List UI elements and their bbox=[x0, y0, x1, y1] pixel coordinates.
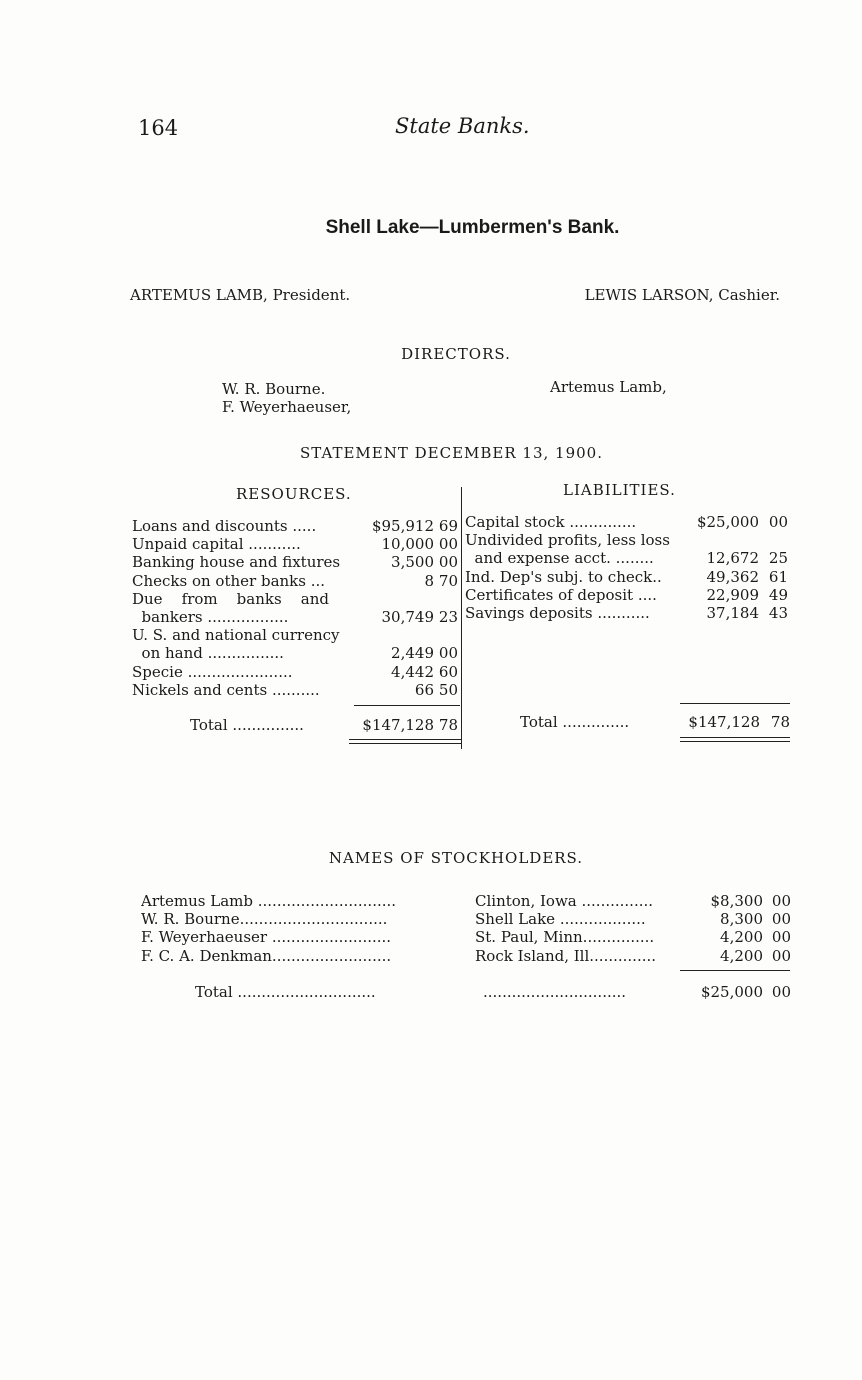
row-cents: 00 bbox=[771, 946, 791, 965]
table-row bbox=[465, 531, 791, 549]
double-rule-bottom bbox=[680, 741, 790, 742]
row-label: Certificates of deposit .... bbox=[465, 585, 657, 604]
row-cents: 49 bbox=[768, 585, 788, 604]
table-row bbox=[141, 928, 791, 946]
stockholder-name: F. Weyerhaeuser ......................... bbox=[141, 928, 392, 947]
sum-rule bbox=[680, 703, 790, 704]
row-amount: 30,749 bbox=[381, 607, 434, 626]
table-row bbox=[132, 535, 462, 553]
row-label: Ind. Dep's subj. to check.. bbox=[465, 567, 662, 586]
resources-heading: RESOURCES. bbox=[236, 485, 352, 503]
row-amount: 37,184 bbox=[706, 603, 759, 622]
director-name: F. Weyerhaeuser, bbox=[222, 398, 352, 416]
row-label: and expense acct. ........ bbox=[465, 549, 654, 568]
row-label: Capital stock .............. bbox=[465, 513, 637, 531]
stockholder-name: Artemus Lamb ............................. bbox=[141, 892, 397, 910]
row-amount: 49,362 bbox=[706, 567, 759, 586]
row-cents: 00 bbox=[438, 553, 458, 572]
double-rule-top bbox=[680, 737, 790, 738]
row-amount: 3,500 bbox=[391, 553, 434, 572]
row-cents: 69 bbox=[438, 517, 458, 535]
sum-rule bbox=[680, 970, 790, 971]
table-row bbox=[132, 572, 462, 590]
row-amount: 4,442 bbox=[391, 662, 434, 681]
row-label: Checks on other banks ... bbox=[132, 571, 326, 590]
row-amount: 4,200 bbox=[720, 928, 763, 947]
total-leader: .............................. bbox=[483, 983, 627, 1001]
stockholders-total-row bbox=[195, 983, 791, 1003]
liabilities-heading: LIABILITIES. bbox=[563, 481, 676, 499]
row-cents: 60 bbox=[438, 662, 458, 681]
row-label: Savings deposits ........... bbox=[465, 603, 650, 622]
row-amount: 12,672 bbox=[706, 549, 759, 568]
total-label: Total .............. bbox=[520, 713, 630, 731]
row-amount: $95,912 bbox=[371, 517, 434, 535]
total-label: Total ............................. bbox=[195, 983, 376, 1001]
row-amount: 66 bbox=[414, 680, 434, 699]
table-row bbox=[132, 681, 462, 699]
row-label: Unpaid capital ........... bbox=[132, 535, 301, 554]
table-row bbox=[132, 644, 462, 662]
row-amount: 4,200 bbox=[720, 946, 763, 965]
stockholder-location: Clinton, Iowa ............... bbox=[475, 892, 654, 910]
table-row bbox=[465, 549, 791, 567]
resources-table bbox=[132, 517, 462, 699]
resources-total-row bbox=[190, 716, 462, 736]
stockholder-name: W. R. Bourne............................... bbox=[141, 910, 388, 929]
row-cents: 23 bbox=[438, 607, 458, 626]
table-row bbox=[132, 663, 462, 681]
row-label: bankers ................. bbox=[132, 607, 289, 626]
table-row bbox=[141, 947, 791, 965]
cashier: LEWIS LARSON, Cashier. bbox=[584, 286, 780, 304]
total-cents: 78 bbox=[438, 716, 458, 734]
row-amount: 8 bbox=[424, 571, 434, 590]
total-amount: $147,128 bbox=[362, 716, 434, 734]
total-amount: $25,000 bbox=[700, 983, 763, 1001]
row-amount: $8,300 bbox=[710, 892, 763, 910]
table-row bbox=[141, 892, 791, 910]
sum-rule bbox=[354, 705, 460, 706]
total-label: Total ............... bbox=[190, 716, 304, 734]
row-cents: 00 bbox=[438, 535, 458, 554]
double-rule-top bbox=[349, 739, 461, 740]
table-row bbox=[141, 910, 791, 928]
stockholders-table bbox=[141, 892, 791, 965]
row-label: Specie ...................... bbox=[132, 662, 293, 681]
row-label: Undivided profits, less loss bbox=[465, 531, 670, 550]
stockholder-name: F. C. A. Denkman......................... bbox=[141, 946, 392, 965]
table-row bbox=[465, 568, 791, 586]
row-cents: 25 bbox=[768, 549, 788, 568]
row-label: Loans and discounts ..... bbox=[132, 517, 317, 535]
table-row bbox=[132, 590, 462, 608]
total-cents: 00 bbox=[771, 983, 791, 1001]
double-rule-bottom bbox=[349, 743, 461, 744]
row-label: U. S. and national currency bbox=[132, 626, 340, 645]
director-name: Artemus Lamb, bbox=[550, 378, 667, 396]
row-cents: 70 bbox=[438, 571, 458, 590]
president: ARTEMUS LAMB, President. bbox=[130, 286, 351, 304]
table-row bbox=[132, 517, 462, 535]
row-label: on hand ................ bbox=[132, 644, 284, 663]
liabilities-total-row bbox=[520, 713, 791, 733]
row-amount: 22,909 bbox=[706, 585, 759, 604]
row-cents: 00 bbox=[771, 928, 791, 947]
row-cents: 50 bbox=[438, 680, 458, 699]
bank-title: Shell Lake—Lumbermen's Bank. bbox=[325, 217, 620, 238]
stockholder-location: St. Paul, Minn............... bbox=[475, 928, 655, 947]
row-cents: 43 bbox=[768, 603, 788, 622]
row-label: Banking house and fixtures bbox=[132, 553, 341, 572]
table-row bbox=[465, 513, 791, 531]
row-cents: 00 bbox=[438, 644, 458, 663]
row-cents: 00 bbox=[771, 910, 791, 929]
running-title: State Banks. bbox=[395, 114, 530, 138]
table-row bbox=[132, 626, 462, 644]
statement-heading: STATEMENT DECEMBER 13, 1900. bbox=[300, 444, 603, 462]
liabilities-table bbox=[465, 513, 791, 622]
page-number: 164 bbox=[138, 116, 179, 140]
stockholder-location: Rock Island, Ill.............. bbox=[475, 946, 657, 965]
row-cents: 61 bbox=[768, 567, 788, 586]
directors-heading: DIRECTORS. bbox=[401, 345, 511, 363]
table-row bbox=[465, 586, 791, 604]
stockholders-heading: NAMES OF STOCKHOLDERS. bbox=[328, 849, 584, 867]
row-cents: 00 bbox=[771, 892, 791, 910]
row-label: Nickels and cents .......... bbox=[132, 680, 320, 699]
row-amount: 8,300 bbox=[720, 910, 763, 929]
row-amount: $25,000 bbox=[696, 513, 759, 531]
table-row bbox=[465, 604, 791, 622]
stockholder-location: Shell Lake .................. bbox=[475, 910, 646, 929]
row-cents: 00 bbox=[768, 513, 788, 531]
row-label: Due from banks and bbox=[132, 589, 329, 608]
total-cents: 78 bbox=[770, 713, 790, 731]
row-amount: 2,449 bbox=[391, 644, 434, 663]
table-row bbox=[132, 553, 462, 571]
row-amount: 10,000 bbox=[381, 535, 434, 554]
total-amount: $147,128 bbox=[688, 713, 760, 731]
director-name: W. R. Bourne. bbox=[222, 380, 326, 398]
table-row bbox=[132, 608, 462, 626]
